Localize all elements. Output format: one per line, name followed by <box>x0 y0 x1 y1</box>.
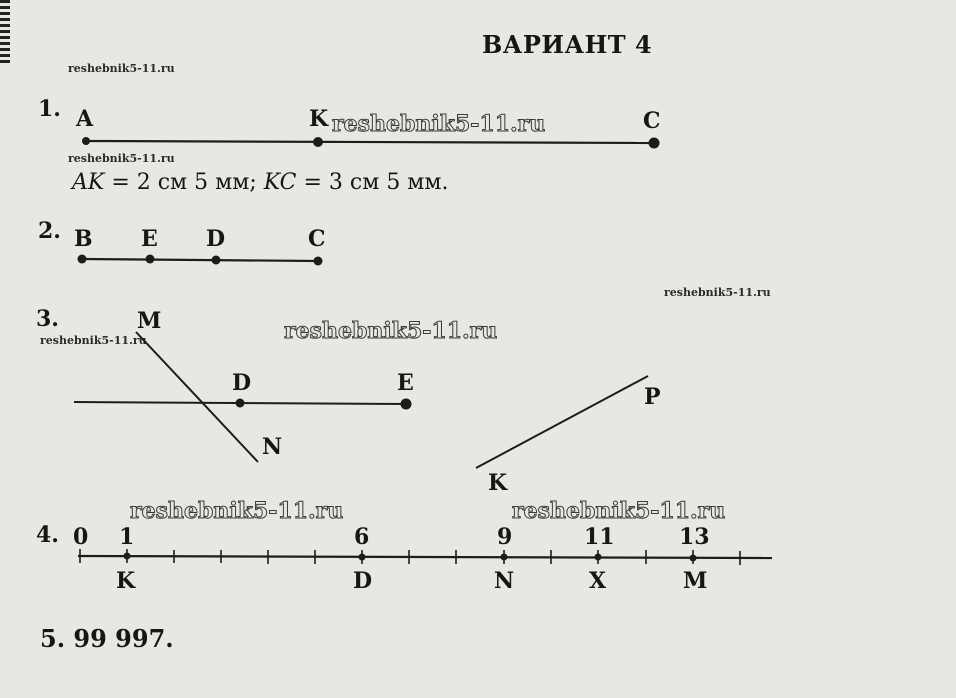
label-point-a: A <box>76 106 94 132</box>
point-c2 <box>314 257 323 266</box>
point-d <box>212 256 221 265</box>
problem1-answer <box>72 170 449 195</box>
tick-label-9: 9 <box>497 524 513 550</box>
point-c <box>649 138 660 149</box>
segment-value-kc: = 3 см 5 мм. <box>296 170 449 195</box>
tick-label-11: 11 <box>584 524 615 550</box>
problem-number-1: 1. <box>38 96 61 122</box>
label-point-k3: K <box>488 470 508 496</box>
label-point-k: K <box>309 106 329 132</box>
label-point-d3: D <box>232 370 252 396</box>
point-b <box>78 255 87 264</box>
label-point-e: E <box>141 226 158 252</box>
label-point-c2: C <box>308 226 326 252</box>
segment-name-ak: AK <box>72 170 105 195</box>
tick-label-0: 0 <box>73 524 89 550</box>
number-line <box>78 556 772 558</box>
point-k <box>313 137 323 147</box>
label-point-c: C <box>643 108 661 134</box>
label-point-m: M <box>137 308 162 334</box>
segment-name-kc: KC <box>263 170 297 195</box>
segment-bc <box>82 259 318 261</box>
watermark-large: reshebnik5-11.ru <box>284 318 498 344</box>
label-point-p: P <box>644 384 661 410</box>
label-point-e3: E <box>397 370 414 396</box>
problem-number-3: 3. <box>36 306 59 332</box>
segment-value-ak: = 2 см 5 мм; <box>104 170 264 195</box>
tick-label-13: 13 <box>679 524 710 550</box>
point-e <box>146 255 155 264</box>
point-label-m: M <box>683 568 708 594</box>
page-title: ВАРИАНТ 4 <box>482 30 653 59</box>
watermark-small: reshebnik5-11.ru <box>664 286 771 299</box>
watermark-small: reshebnik5-11.ru <box>40 334 147 347</box>
point-d3 <box>236 399 245 408</box>
point-label-x: X <box>589 568 607 594</box>
segment-ac <box>86 141 654 143</box>
label-point-n: N <box>262 434 283 460</box>
problem-number-4: 4. <box>36 522 59 548</box>
watermark-large: reshebnik5-11.ru <box>130 498 344 524</box>
label-point-d: D <box>206 226 226 252</box>
point-label-k: K <box>116 568 136 594</box>
watermark-large: reshebnik5-11.ru <box>332 111 546 137</box>
line-kp <box>476 376 648 468</box>
line-mn <box>136 332 258 462</box>
watermark-small: reshebnik5-11.ru <box>68 62 175 75</box>
tick-label-6: 6 <box>354 524 370 550</box>
problem5-answer: 5. 99 997. <box>40 624 174 653</box>
watermark-small: reshebnik5-11.ru <box>68 152 175 165</box>
watermark-large: reshebnik5-11.ru <box>512 498 726 524</box>
problem-number-2: 2. <box>38 218 61 244</box>
point-label-d: D <box>353 568 373 594</box>
point-e3 <box>401 399 412 410</box>
tick-label-1: 1 <box>119 524 135 550</box>
point-a <box>82 137 90 145</box>
label-point-b: B <box>74 226 93 252</box>
point-label-n: N <box>494 568 515 594</box>
